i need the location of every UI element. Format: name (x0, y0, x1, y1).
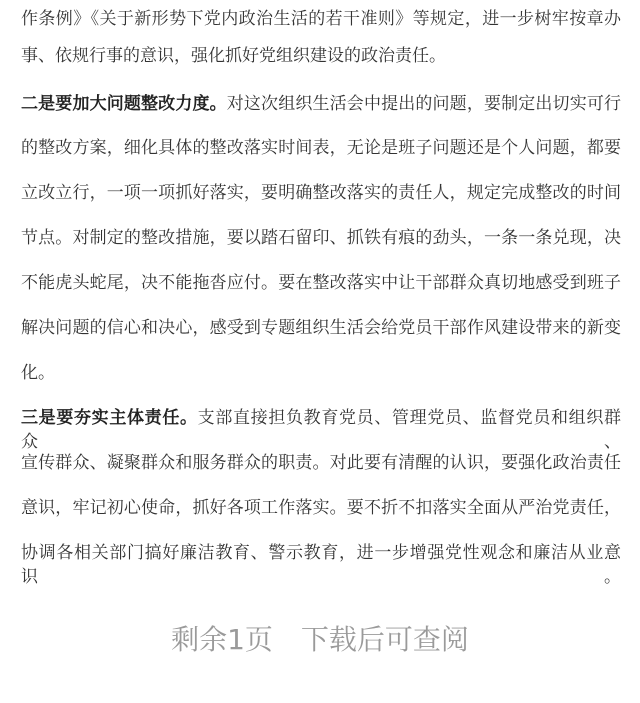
paragraph-line: 宣传群众、凝聚群众和服务群众的职责。对此要有清醒的认识，要强化政治责任 (21, 453, 621, 473)
paragraph-line: 事、依规行事的意识，强化抓好党组织建设的政治责任。 (21, 46, 446, 66)
download-prompt[interactable] (0, 620, 640, 660)
section-2-first-line-text: 对这次组织生活会中提出的问题，要制定出切实可行 (226, 94, 621, 114)
section-2-first-line (21, 92, 621, 116)
section-3-heading: 三是要夯实主体责任。 (21, 408, 198, 428)
download-to-view-label: 下载后可查阅 (300, 623, 469, 656)
paragraph-line: 意识，牢记初心使命，抓好各项工作落实。要不折不扣落实全面从严治党责任， (21, 498, 621, 518)
remaining-pages-label: 剩余1页 (171, 623, 273, 656)
section-2-heading: 二是要加大问题整改力度。 (21, 94, 227, 114)
paragraph-line: 不能虎头蛇尾，决不能拖沓应付。要在整改落实中让干部群众真切地感受到班子 (21, 273, 621, 293)
paragraph-line: 作条例》《关于新形势下党内政治生活的若干准则》等规定，进一步树牢按章办 (21, 9, 621, 29)
paragraph-line: 节点。对制定的整改措施，要以踏石留印、抓铁有痕的劲头，一条一条兑现，决 (21, 228, 621, 248)
paragraph-line: 化。 (21, 363, 55, 383)
paragraph-line: 协调各相关部门搞好廉洁教育、警示教育，进一步增强党性观念和廉洁从业意识。 (21, 543, 621, 587)
paragraph-line: 解决问题的信心和决心，感受到专题组织生活会给党员干部作风建设带来的新变 (21, 318, 621, 338)
paragraph-line: 的整改方案，细化具体的整改落实时间表，无论是班子问题还是个人问题，都要 (21, 138, 621, 158)
section-3-first-line (21, 406, 622, 452)
paragraph-line: 立改立行，一项一项抓好落实，要明确整改落实的责任人，规定完成整改的时间 (21, 183, 621, 203)
section-3-first-line-text: 支部直接担负教育党员、管理党员、监督党员和组织群众、 (21, 408, 622, 452)
